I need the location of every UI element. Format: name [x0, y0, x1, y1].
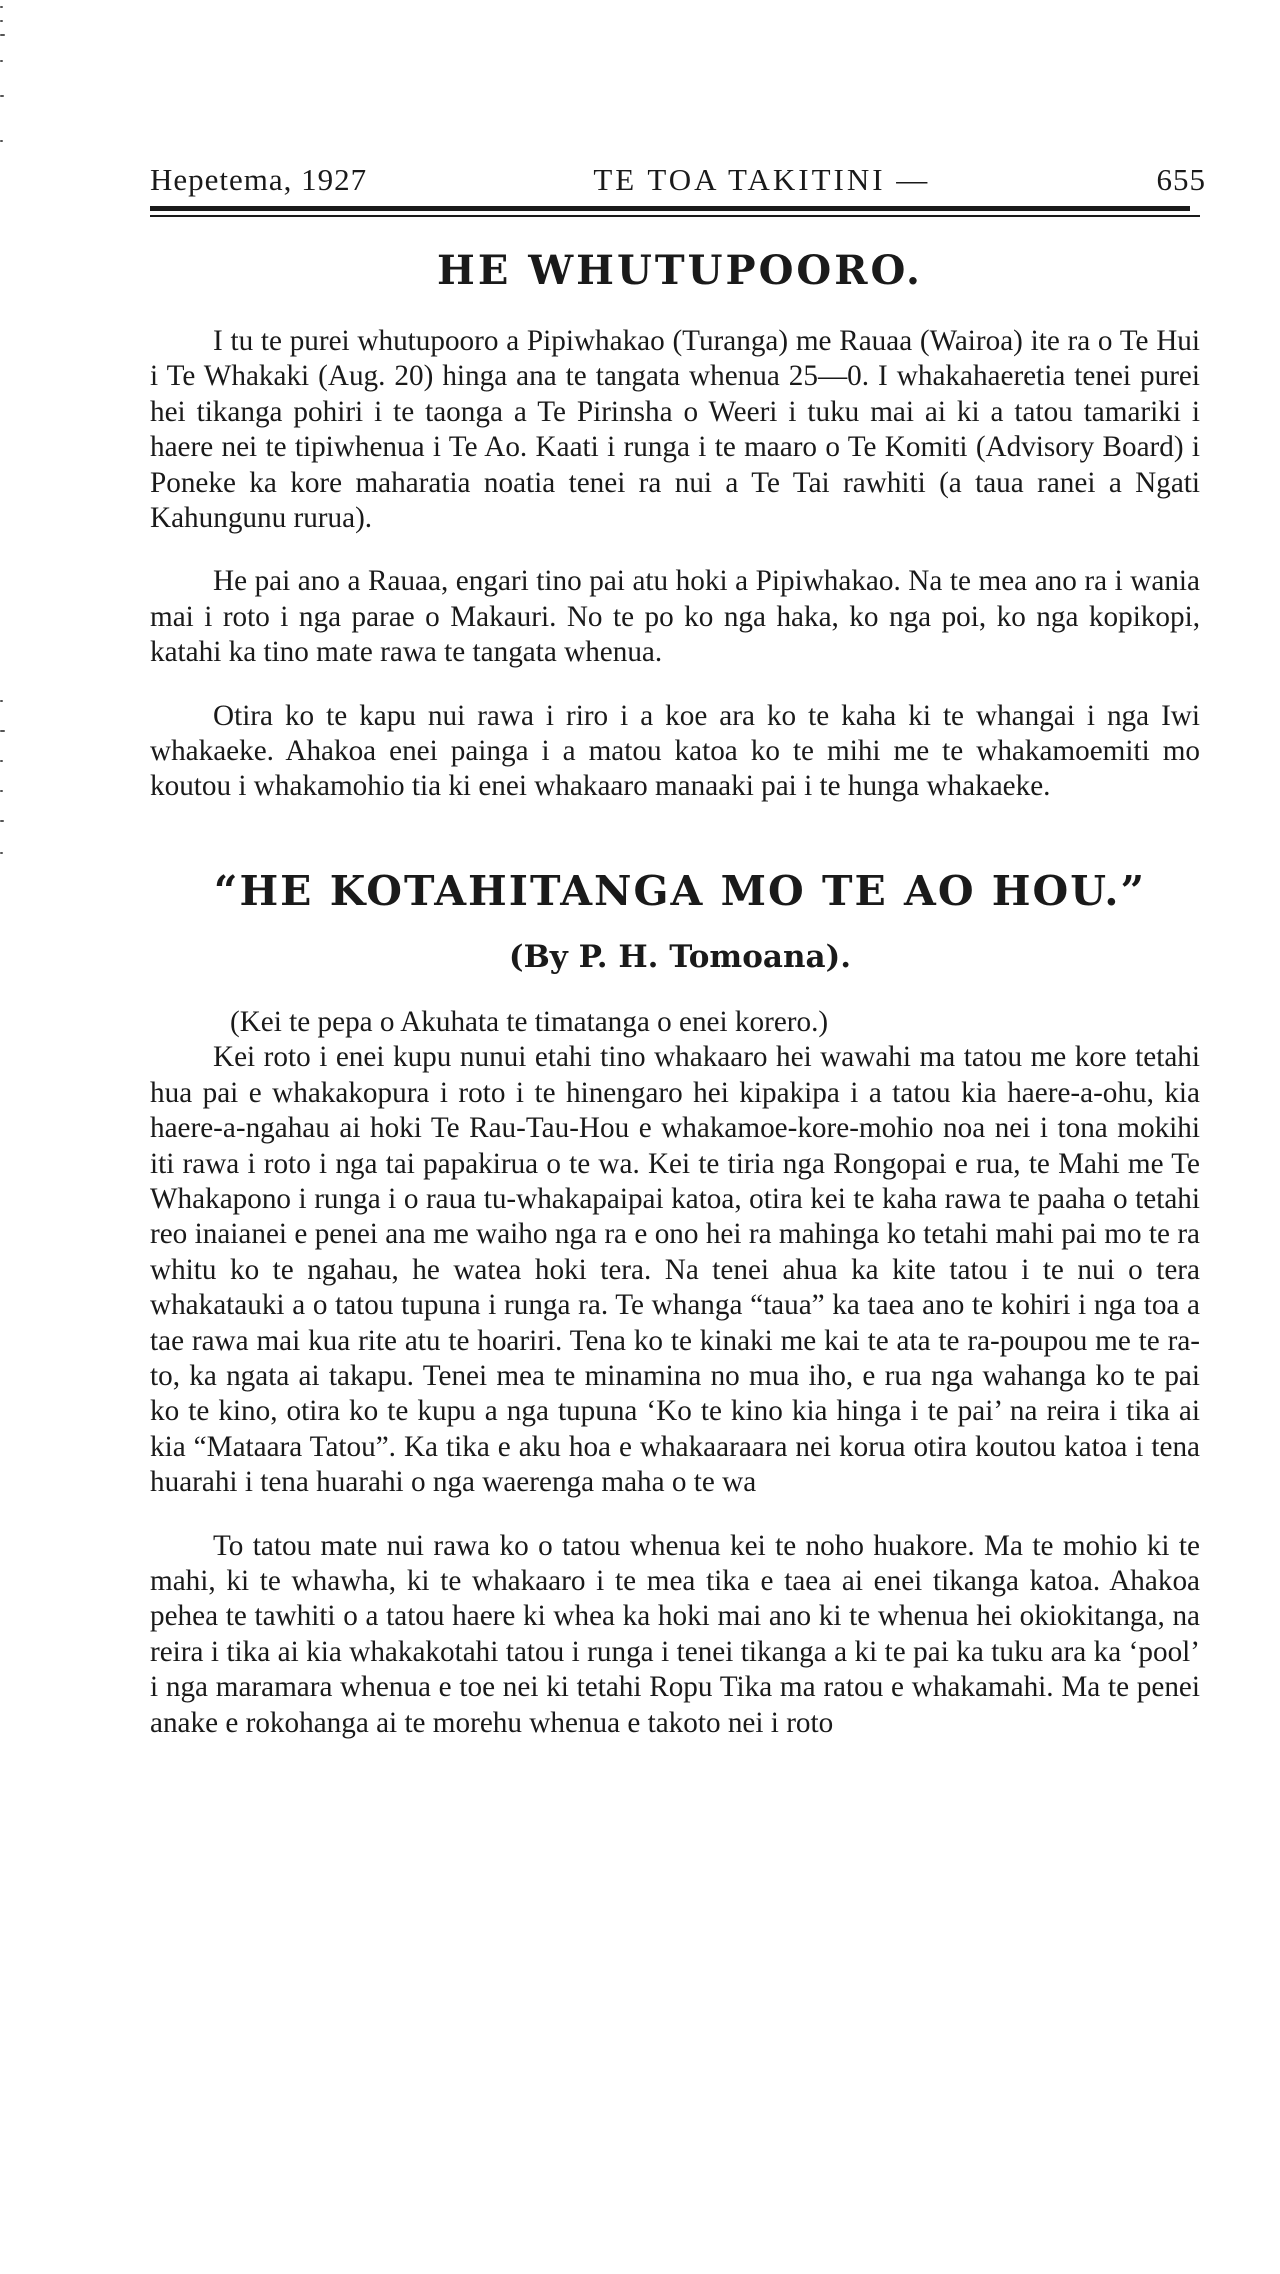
article2-editor-note: (Kei te pepa o Akuhata te timatanga o enei korero.): [230, 1005, 829, 1038]
article2-paragraph: To tatou mate nui rawa ko o tatou whenua kei te noho huakore. Ma te mohio ki te mahi, ki te whawha, ki te whakaaro i te mea tika e taea ai enei tikanga katoa. Ahakoa pehea te tawhiti o a tatou haere ki whea ka hoki mai ano ki te whenua hei okiokitanga, na reira i tika ai kia whakakotahi tatou i runga i tenei tikanga a ki te pai ka tuku ara ka ‘pool’ i nga maramara whenua e toe nei ki tetahi Ropu Tika ma ratou e whakamahi. Ma te penei anake e rokohanga ai te morehu whenua e takoto nei i roto: [150, 1529, 1200, 1739]
scan-edge-marks: [0, 0, 10, 2274]
article1-paragraph: Otira ko te kapu nui rawa i riro i a koe ara ko te kaha ki te whangai i nga Iwi whakaeke. Ahakoa enei painga i a matou katoa ko te mihi me te whakamoemiti mo koutou i whakamohio tia ki enei whakaaro manaaki pai i te hunga whakaeke.: [150, 699, 1200, 803]
article1-title: HE WHUTUPOORO.: [437, 247, 923, 294]
article2-paragraph: Kei roto i enei kupu nunui etahi tino whakaaro hei wawahi ma tatou me kore tetahi hua pai e whakakopura i roto i te hinengaro hei kipakipa i a tatou kia haere-a-ohu, kia haere-a-ngahau ai hoki Te Rau-Tau-Hou e whakamoe-kore-mohio noa nei i tona mokihi iti rawa i roto i nga tai papakirua o te wa. Kei te tiria nga Rongopai e rua, te Mahi me Te Whakapono i runga i o raua tu-whakapaipai katoa, otira kei te kaha rawa te paaha o tetahi reo inaianei e penei ana me waiho nga ra e ono hei ra mahinga ko tetahi mahi pai mo te ra whitu ko te ngahau, he watea hoki tera. Na tenei ahua ka kite tatou i te nui o tera whakatauki a o tatou tupuna i runga ra. Te whanga “taua” ka taea ano te kohiri i nga toa a tae rawa mai kua rite atu te hoariri. Tena ko te kinaki me kai te ata te ra-poupou me te ra-to, ka ngata ai takapu. Tenei mea te minamina no mua iho, e rua nga wahanga ko te pai ko te kino, otira ko te kupu a nga tupuna ‘Ko te kino kia hinga i te pai’ na reira i tika ai kia “Mataara Tatou”. Ka tika e aku hoa e whakaaraara nei korua otira koutou katoa i tena huarahi i tena huarahi o nga waerenga maha o te wa: [150, 1041, 1200, 1499]
page-number: 655: [1156, 162, 1206, 197]
article2-byline: (By P. H. Tomoana).: [508, 938, 852, 975]
header-rule-thin: [150, 215, 1200, 217]
page: [150, 162, 1210, 1741]
running-header: [150, 162, 1210, 204]
header-date: Hepetema, 1927: [150, 162, 368, 197]
article1-paragraph: He pai ano a Rauaa, engari tino pai atu hoki a Pipiwhakao. Na te mea ano ra i wania mai i roto i nga parae o Makauri. No te po ko nga haka, ko nga poi, ko nga kopikopi, katahi ka tino mate rawa te tangata whenua.: [150, 565, 1200, 669]
article1-paragraph: I tu te purei whutupooro a Pipiwhakao (Turanga) me Rauaa (Wairoa) ite ra o Te Hui i Te Whakaki (Aug. 20) hinga ana te tangata whenua 25—0. I whakahaeretia tenei purei hei tikanga pohiri i te taonga a Te Pirinsha o Weeri i tuku mai ai ki a tatou tamariki i haere nei te tipiwhenua i Te Ao. Kaati i runga i te maaro o Te Komiti (Advisory Board) i Poneke ka kore maharatia noatia tenei ra nui a Te Tai rawhiti (a taua ranei a Ngati Kahungunu rurua).: [150, 325, 1200, 535]
article2-title: “HE KOTAHITANGA MO TE AO HOU.”: [213, 866, 1147, 915]
header-publication: TE TOA TAKITINI —: [593, 162, 931, 197]
header-rule-thick: [150, 206, 1190, 211]
